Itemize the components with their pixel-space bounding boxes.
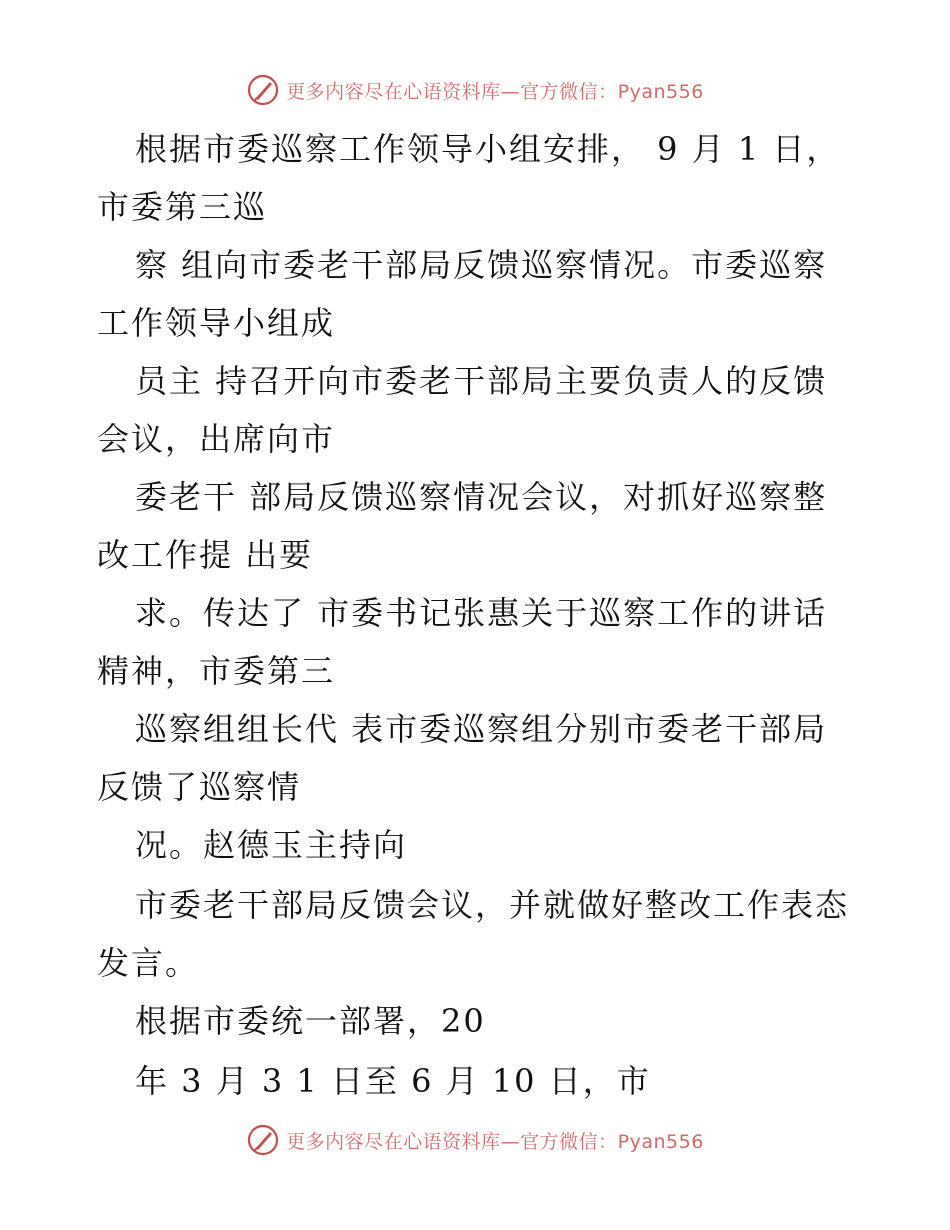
body-line-5: 员主 持召开向市委老干部局主要负责人的反馈 — [135, 362, 828, 400]
header-banner-text: 更多内容尽在心语资料库—官方微信：Pyan556 — [286, 80, 704, 103]
body-line-2: 市委第三巡 — [97, 188, 268, 226]
body-line-3: 察 组向市委老干部局反馈巡察情况。市委巡察 — [135, 246, 828, 284]
body-line-6: 会议，出席向市 — [97, 420, 336, 458]
body-line-7: 委老干 部局反馈巡察情况会议，对抓好巡察整 — [135, 478, 828, 516]
footer-banner-text: 更多内容尽在心语资料库—官方微信：Pyan556 — [286, 1130, 704, 1153]
body-line-1: 根据市委巡察工作领导小组安排， 9 月 1 日， — [135, 130, 841, 168]
body-line-4: 工作领导小组成 — [97, 304, 336, 342]
quill-pen-logo-icon — [246, 1123, 280, 1157]
body-line-13: 况。赵德玉主持向 — [135, 826, 408, 864]
body-line-11: 巡察组组长代 表市委巡察组分别市委老干部局 — [135, 710, 828, 748]
body-line-9: 求。传达了 市委书记张惠关于巡察工作的讲话 — [135, 594, 828, 632]
body-line-12: 反馈了巡察情 — [97, 768, 302, 806]
body-line-14: 市委老干部局反馈会议，并就做好整改工作表态 — [135, 886, 850, 924]
quill-pen-logo-icon — [246, 73, 280, 107]
body-line-10: 精神，市委第三 — [97, 652, 336, 690]
body-line-8: 改工作提 出要 — [97, 536, 314, 574]
body-line-15: 发言。 — [97, 944, 200, 982]
body-line-16: 根据市委统一部署，20 — [135, 1002, 486, 1040]
body-line-17: 年 3 月 3 1 日至 6 月 10 日，市 — [135, 1062, 651, 1100]
header-banner — [0, 70, 950, 110]
footer-banner — [0, 1120, 950, 1160]
